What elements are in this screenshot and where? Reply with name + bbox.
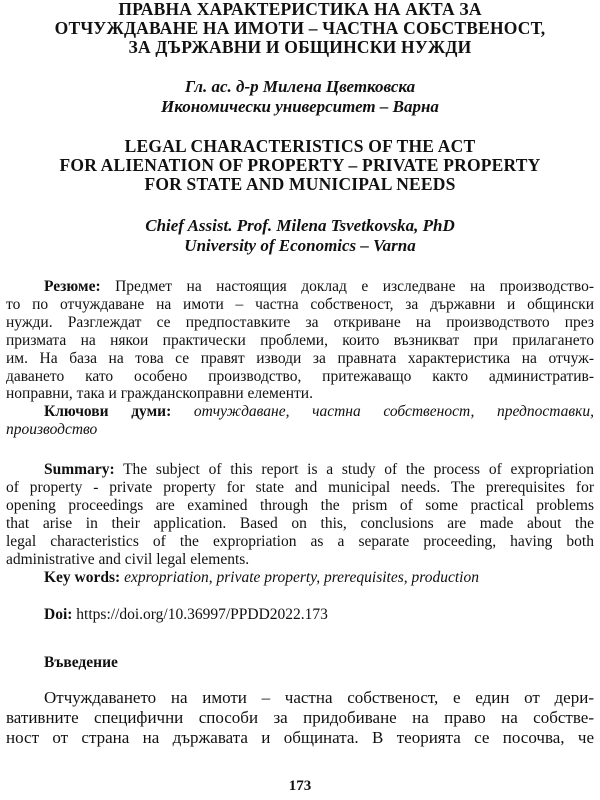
title-en-line: FOR STATE AND MUNICIPAL NEEDS [144,174,456,194]
title-bg-line: ПРАВНА ХАРАКТЕРИСТИКА НА АКТА ЗА [118,0,482,19]
title-en-line: FOR ALIENATION OF PROPERTY – PRIVATE PROPERTY [59,155,541,175]
keywords-bg-text: отчуждаване, частна собственост, предпоставки, [171,403,594,421]
abstract-en-line: legal characteristics of the expropriation as a separate proceeding, having both [6,532,594,550]
title-bg-line: ЗА ДЪРЖАВНИ И ОБЩИНСКИ НУЖДИ [128,37,472,57]
keywords-en-label: Key words: [44,568,121,586]
abstract-bg-line: даването като особено производство, притежаващо както административ- [6,367,594,385]
abstract-english [6,461,594,586]
intro-line: ност от страна на държавата и общината. В теорията се посочва, че [6,727,594,747]
title-en-line: LEGAL CHARACTERISTICS OF THE ACT [124,136,476,156]
intro-line: Отчуждаването на имоти – частна собственост, е един от дери- [44,687,594,707]
abstract-en-first-text: The subject of this report is a study of the process of expropriation [114,461,594,479]
title-english [6,137,594,194]
abstract-en-line: that arise in their application. Based on this, conclusions are made about the [6,514,594,532]
abstract-bg-first-text: Предмет на настоящия доклад е изследване на производство- [100,278,594,295]
author-en-name: Chief Assist. Prof. Milena Tsvetkovska, PhD [145,216,455,235]
abstract-bg-line: нужди. Разглеждат се предпоставките за откриване на производството през [6,313,594,331]
abstract-bg-line: то по отчуждаване на имоти – частна собственост, за държавни и общински [6,295,594,313]
abstract-en-line [6,461,594,479]
keywords-en-line [6,569,594,587]
abstract-en-line: opening proceedings are examined through the prism of some practical problems [6,496,594,514]
keywords-bg-line [6,403,594,421]
keywords-bg-label: Ключови думи: [44,403,172,421]
abstract-bulgarian [6,278,594,439]
author-bg-affiliation: Икономически университет – Варна [161,97,439,116]
keywords-en-text: expropriation, private property, prerequisites, production [120,568,479,586]
abstract-bg-label: Резюме: [44,278,101,295]
introduction-paragraph [6,688,594,748]
title-bulgarian [6,0,594,57]
page-number: 173 [288,778,312,794]
doi-link[interactable]: https://doi.org/10.36997/PPDD2022.173 [72,605,328,623]
author-en-affiliation: University of Economics – Varna [184,236,416,255]
abstract-bg-line: ноправни, така и гражданскоправни елементи. [6,385,313,403]
abstract-en-line: administrative and civil legal elements. [6,550,250,568]
abstract-en-line: of property - private property for state and municipal needs. The prerequisites for [6,479,594,497]
abstract-bg-line [6,278,594,296]
section-heading-introduction: Въведение [44,653,118,671]
keywords-bg-line: производство [6,421,98,439]
title-bg-line: ОТЧУЖДАВАНЕ НА ИМОТИ – ЧАСТНА СОБСТВЕНОСТ, [54,18,546,38]
abstract-bg-line: призмата на някои практически проблеми, които възникват при прилагането [6,331,594,349]
doi-label: Doi: [44,605,73,623]
author-english [6,216,594,256]
author-bg-name: Гл. ас. д-р Милена Цветковска [184,77,416,96]
intro-line: вативните специфични способи за придобиване на право на собстве- [6,707,594,727]
abstract-bg-line: им. На база на това се правят изводи за правната характеристика на отчуж- [6,349,594,367]
doi-line [6,606,594,624]
abstract-en-label: Summary: [44,461,115,479]
author-bulgarian [6,77,594,117]
